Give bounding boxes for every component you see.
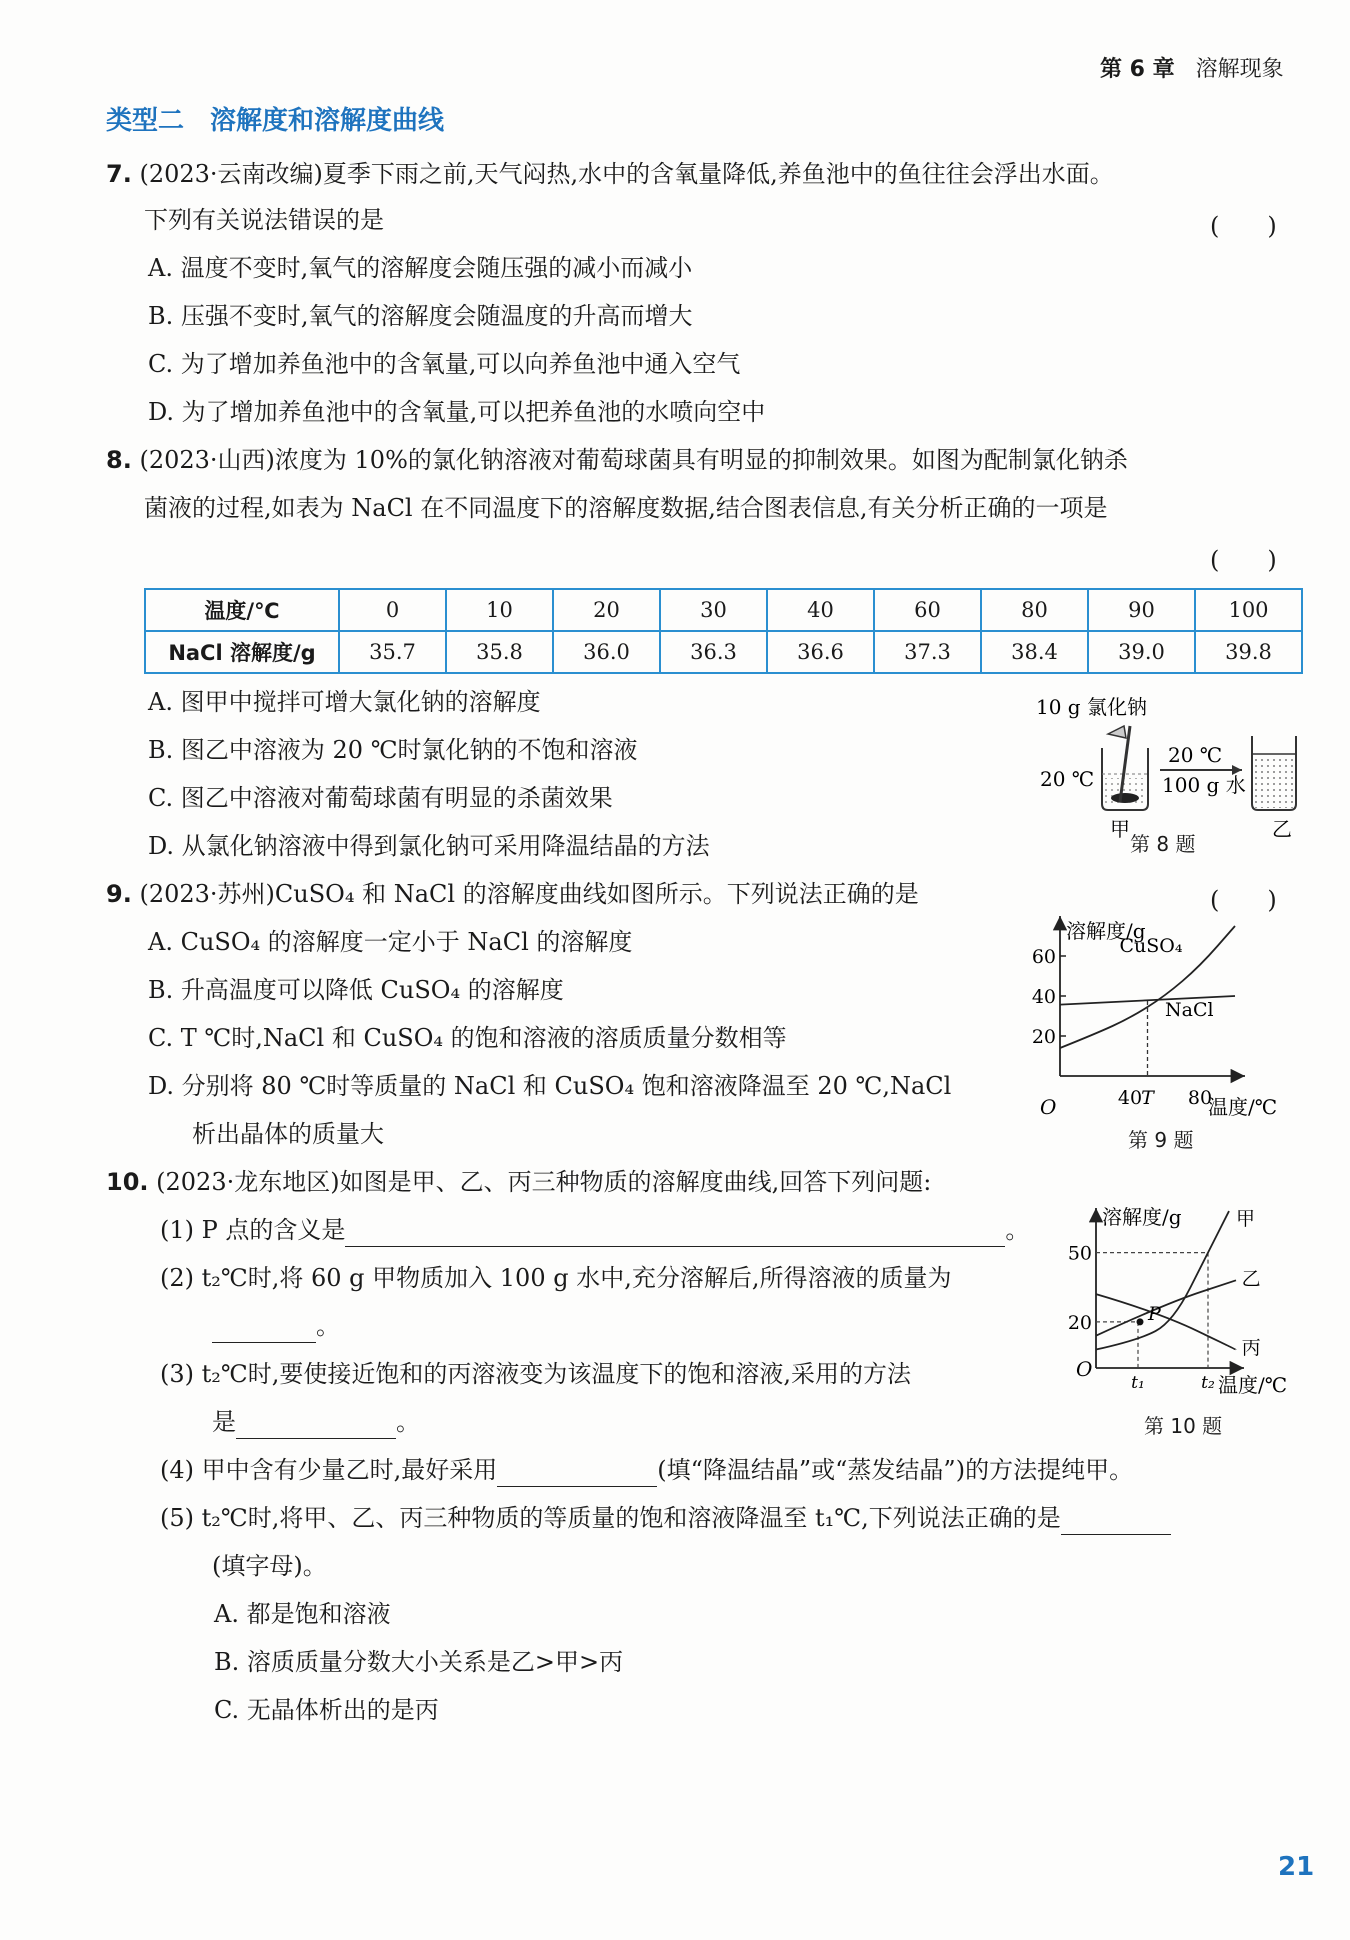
solubility-cell: 39.8 — [1195, 631, 1302, 673]
temperature-row — [145, 589, 1302, 631]
solubility-cell: 35.7 — [339, 631, 446, 673]
q10-sub5-text: (5) t₂℃时,将甲、乙、丙三种物质的等质量的饱和溶液降温至 t₁℃,下列说法正确的是 — [160, 1504, 1061, 1532]
q9-stem-text: (2023·苏州)CuSO₄ 和 NaCl 的溶解度曲线如图所示。下列说法正确的是 — [139, 880, 919, 908]
temperature-cell: 0 — [339, 589, 446, 631]
y-tick-label: 40 — [1031, 986, 1056, 1008]
q10-sub3-answer-blank[interactable] — [236, 1406, 396, 1439]
q10-sub2-cont — [212, 1310, 340, 1343]
q8-label-arrow-bottom: 100 g 水 — [1162, 773, 1246, 797]
x-axis-label: 温度/℃ — [1208, 1095, 1278, 1119]
q10-sub2: (2) t₂℃时,将 60 g 甲物质加入 100 g 水中,充分溶解后,所得溶液的质量为 — [160, 1264, 952, 1292]
solubility-row — [145, 631, 1302, 673]
q8-option-d: D. 从氯化钠溶液中得到氯化钠可采用降温结晶的方法 — [148, 832, 710, 860]
q8-stem-text: (2023·山西)浓度为 10%的氯化钠溶液对葡萄球菌具有明显的抑制效果。如图为配制氯化钠杀 — [139, 446, 1128, 474]
q7-option-b: B. 压强不变时,氧气的溶解度会随温度的升高而增大 — [148, 302, 693, 330]
q8-label-temp-left: 20 ℃ — [1040, 767, 1095, 791]
q9-figure-caption: 第 9 题 — [1128, 1128, 1194, 1152]
page-number: 21 — [1278, 1852, 1315, 1882]
y-tick-label: 50 — [1067, 1242, 1092, 1265]
q9-answer-bracket[interactable]: ( ) — [1210, 886, 1277, 914]
q9-option-b: B. 升高温度可以降低 CuSO₄ 的溶解度 — [148, 976, 564, 1004]
q10-sub5-answer-blank[interactable] — [1061, 1502, 1171, 1535]
temperature-header: 温度/℃ — [145, 589, 339, 631]
temperature-cell: 40 — [767, 589, 874, 631]
solubility-cell: 38.4 — [981, 631, 1088, 673]
q7-stem-line1 — [106, 158, 1114, 190]
beaker-jia — [1102, 726, 1148, 810]
q8-label-salt: 10 g 氯化钠 — [1036, 695, 1147, 719]
q10-sub1 — [160, 1214, 1029, 1247]
temperature-cell: 60 — [874, 589, 981, 631]
q7-stem-text: (2023·云南改编)夏季下雨之前,天气闷热,水中的含氧量降低,养鱼池中的鱼往往会浮出水面。 — [139, 160, 1114, 188]
q10-sub3-end: 。 — [396, 1408, 420, 1436]
x-axis-label: 温度/℃ — [1218, 1373, 1288, 1397]
temperature-cell: 100 — [1195, 589, 1302, 631]
q10-sub5-cont: (填字母)。 — [212, 1552, 327, 1580]
series-label-bing: 丙 — [1241, 1337, 1261, 1360]
section-title: 类型二 溶解度和溶解度曲线 — [106, 106, 445, 136]
beaker-yi — [1252, 736, 1296, 810]
q8-option-a: A. 图甲中搅拌可增大氯化钠的溶解度 — [148, 688, 541, 716]
q7-option-c: C. 为了增加养鱼池中的含氧量,可以向养鱼池中通入空气 — [148, 350, 741, 378]
solubility-cell: 36.3 — [660, 631, 767, 673]
q8-stem-line2: 菌液的过程,如表为 NaCl 在不同温度下的溶解度数据,结合图表信息,有关分析正确的一项是 — [144, 494, 1108, 522]
y-tick-label: 20 — [1067, 1311, 1092, 1334]
q10-sub4-text: (4) 甲中含有少量乙时,最好采用 — [160, 1456, 498, 1484]
nacl-solubility-table — [144, 588, 1303, 674]
q8-option-c: C. 图乙中溶液对葡萄球菌有明显的杀菌效果 — [148, 784, 613, 812]
q10-sub3-cont — [212, 1406, 420, 1439]
solubility-cell: 35.8 — [446, 631, 553, 673]
temperature-cell: 10 — [446, 589, 553, 631]
x-tick-label: 80 — [1187, 1087, 1213, 1109]
q9-solubility-chart — [1020, 908, 1310, 1128]
q7-answer-bracket[interactable]: ( ) — [1210, 212, 1277, 240]
solubility-cell: 36.6 — [767, 631, 874, 673]
q10-number: 10. — [106, 1168, 149, 1196]
chapter-header — [1100, 52, 1284, 83]
q8-number: 8. — [106, 446, 132, 474]
q10-sub2-answer-blank[interactable] — [212, 1310, 316, 1343]
q9-option-d-cont: 析出晶体的质量大 — [192, 1120, 384, 1148]
q9-option-d: D. 分别将 80 ℃时等质量的 NaCl 和 CuSO₄ 饱和溶液降温至 20 ℃,NaCl — [148, 1072, 952, 1100]
series-label-nacl: NaCl — [1165, 999, 1214, 1021]
x-tick-label: 40 — [1117, 1087, 1143, 1109]
q7-number: 7. — [106, 160, 132, 188]
q10-figure-caption: 第 10 题 — [1144, 1414, 1223, 1438]
q10-sub5 — [160, 1502, 1171, 1535]
temperature-cell: 20 — [553, 589, 660, 631]
q8-label-arrow-top: 20 ℃ — [1168, 743, 1223, 767]
q8-answer-bracket[interactable]: ( ) — [1210, 546, 1277, 574]
q9-option-c: C. T ℃时,NaCl 和 CuSO₄ 的饱和溶液的溶质质量分数相等 — [148, 1024, 787, 1052]
series-label-yi: 乙 — [1241, 1267, 1261, 1290]
q7-option-a: A. 温度不变时,氧气的溶解度会随压强的减小而减小 — [148, 254, 693, 282]
q10-sub1-end: 。 — [1005, 1216, 1030, 1244]
q10-sub2-end: 。 — [316, 1312, 340, 1340]
temperature-cell: 90 — [1088, 589, 1195, 631]
solubility-cell: 37.3 — [874, 631, 981, 673]
x-tick-label: t₂ — [1201, 1373, 1215, 1393]
series-line — [1096, 1211, 1229, 1349]
q9-option-a: A. CuSO₄ 的溶解度一定小于 NaCl 的溶解度 — [148, 928, 633, 956]
solubility-cell: 36.0 — [553, 631, 660, 673]
q10-option-c: C. 无晶体析出的是丙 — [214, 1696, 439, 1724]
series-label-cuso4: CuSO₄ — [1119, 935, 1183, 957]
q10-sub1-answer-blank[interactable] — [345, 1214, 1005, 1247]
solubility-header: NaCl 溶解度/g — [145, 631, 339, 673]
point-p-label: P — [1148, 1302, 1161, 1325]
q7-option-d: D. 为了增加养鱼池中的含氧量,可以把养鱼池的水喷向空中 — [148, 398, 766, 426]
q10-sub3-text2: 是 — [212, 1408, 236, 1436]
temperature-cell: 30 — [660, 589, 767, 631]
q10-sub4-text2: (填“降温结晶”或“蒸发结晶”)的方法提纯甲。 — [657, 1456, 1134, 1484]
q8-stem-line1 — [106, 444, 1128, 476]
chapter-number: 第 6 章 — [1100, 57, 1175, 82]
q10-stem — [106, 1166, 931, 1198]
q9-number: 9. — [106, 880, 132, 908]
q8-label-jia: 甲 — [1110, 817, 1130, 841]
q10-sub4-answer-blank[interactable] — [497, 1454, 657, 1487]
q8-option-b: B. 图乙中溶液为 20 ℃时氯化钠的不饱和溶液 — [148, 736, 638, 764]
chapter-title: 溶解现象 — [1195, 57, 1284, 82]
origin-label: O — [1076, 1357, 1093, 1381]
q10-sub3: (3) t₂℃时,要使接近饱和的丙溶液变为该温度下的饱和溶液,采用的方法 — [160, 1360, 911, 1388]
series-line — [1096, 1280, 1236, 1335]
origin-label: O — [1040, 1095, 1057, 1119]
q10-sub4 — [160, 1454, 1133, 1487]
q8-figure-caption: 第 8 题 — [1130, 832, 1196, 856]
temperature-cell: 80 — [981, 589, 1088, 631]
y-tick-label: 60 — [1031, 946, 1056, 968]
point-p — [1137, 1318, 1144, 1325]
y-axis-label: 溶解度/g — [1066, 919, 1146, 943]
q10-stem-text: (2023·龙东地区)如图是甲、乙、丙三种物质的溶解度曲线,回答下列问题: — [156, 1168, 932, 1196]
series-label-jia: 甲 — [1236, 1207, 1256, 1230]
q8-label-yi: 乙 — [1272, 817, 1292, 841]
y-tick-label: 20 — [1031, 1026, 1056, 1048]
q10-option-a: A. 都是饱和溶液 — [214, 1600, 391, 1628]
x-tick-label: t₁ — [1131, 1373, 1145, 1393]
y-axis-label: 溶解度/g — [1102, 1205, 1182, 1229]
x-tick-label: T — [1141, 1087, 1154, 1109]
q10-option-b: B. 溶质质量分数大小关系是乙>甲>丙 — [214, 1648, 624, 1676]
q7-stem-line2: 下列有关说法错误的是 — [144, 206, 384, 234]
solubility-cell: 39.0 — [1088, 631, 1195, 673]
q10-sub1-text: (1) P 点的含义是 — [160, 1216, 346, 1244]
q10-solubility-chart — [1066, 1200, 1316, 1400]
q9-stem — [106, 878, 919, 910]
